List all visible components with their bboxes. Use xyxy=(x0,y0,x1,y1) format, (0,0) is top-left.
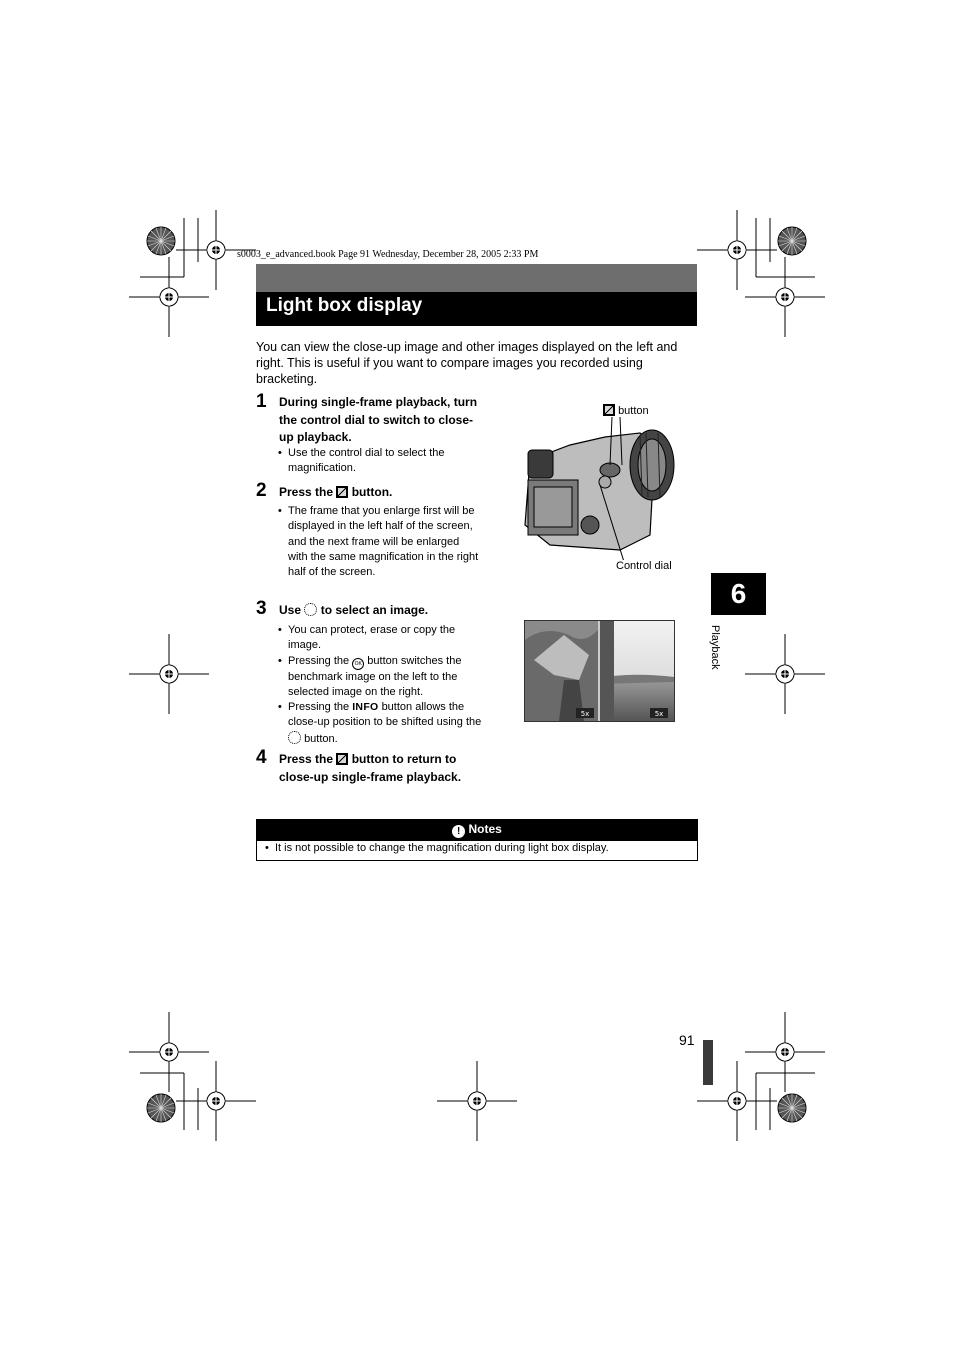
info-button-label: INFO xyxy=(352,701,379,714)
closeup-button-icon xyxy=(336,486,348,498)
step-4-text: Press the button to return to close-up single-frame playback. xyxy=(279,752,462,784)
title-bar-top xyxy=(256,264,697,292)
notes-heading: ! Notes xyxy=(256,819,698,840)
page-edge-bar xyxy=(703,1040,713,1085)
step-1-number: 1 xyxy=(256,391,267,412)
control-dial-label: Control dial xyxy=(616,560,672,572)
arrow-pad-icon xyxy=(288,731,301,744)
step-3-number: 3 xyxy=(256,598,267,619)
intro-paragraph: You can view the close-up image and other images displayed on the left and right. This is useful if you want to compare images you recorded using bracketing. xyxy=(256,340,678,386)
step-2-number: 2 xyxy=(256,480,267,501)
step-1-text: During single-frame playback, turn the control dial to switch to close-up playback. xyxy=(279,395,478,444)
step-3-bullet: • Pressing the INFO button allows the close-up position to be shifted using the button. xyxy=(278,700,483,747)
camera-button-label: button xyxy=(603,404,649,417)
exclamation-icon: ! xyxy=(452,825,465,838)
left-zoom-badge: 5x xyxy=(580,710,590,718)
notes-item: • It is not possible to change the magnification during light box display. xyxy=(265,841,697,856)
step-2-text: Press the button. xyxy=(279,485,393,499)
step-4-number: 4 xyxy=(256,747,267,768)
page-number: 91 xyxy=(679,1032,695,1048)
step-3-bullet: • You can protect, erase or copy the image. xyxy=(278,623,483,654)
notes-body xyxy=(256,840,698,861)
title-bar xyxy=(256,292,697,326)
page-title: Light box display xyxy=(266,295,423,316)
step-3-text: Use to select an image. xyxy=(279,603,429,617)
closeup-button-icon xyxy=(336,753,348,765)
arrow-pad-icon xyxy=(304,603,317,616)
chapter-label: Playback xyxy=(709,625,721,670)
file-header: s0003_e_advanced.book Page 91 Wednesday, December 28, 2005 2:33 PM xyxy=(237,249,539,260)
step-2-bullet: • The frame that you enlarge first will be displayed in the left half of the screen, and the next frame will be enlarged with the same magnification in the right half of the screen. xyxy=(278,504,480,580)
ok-button-icon: OK xyxy=(352,658,364,670)
chapter-tab: 6 xyxy=(711,573,766,615)
lightbox-screen-illustration xyxy=(524,620,675,722)
camera-illustration xyxy=(520,415,680,560)
right-zoom-badge: 5x xyxy=(654,710,664,718)
step-3-bullet: • Pressing the OK button switches the benchmark image on the left to the selected image on the right. xyxy=(278,654,483,701)
step-1-bullet: • Use the control dial to select the magnification. xyxy=(278,446,478,477)
